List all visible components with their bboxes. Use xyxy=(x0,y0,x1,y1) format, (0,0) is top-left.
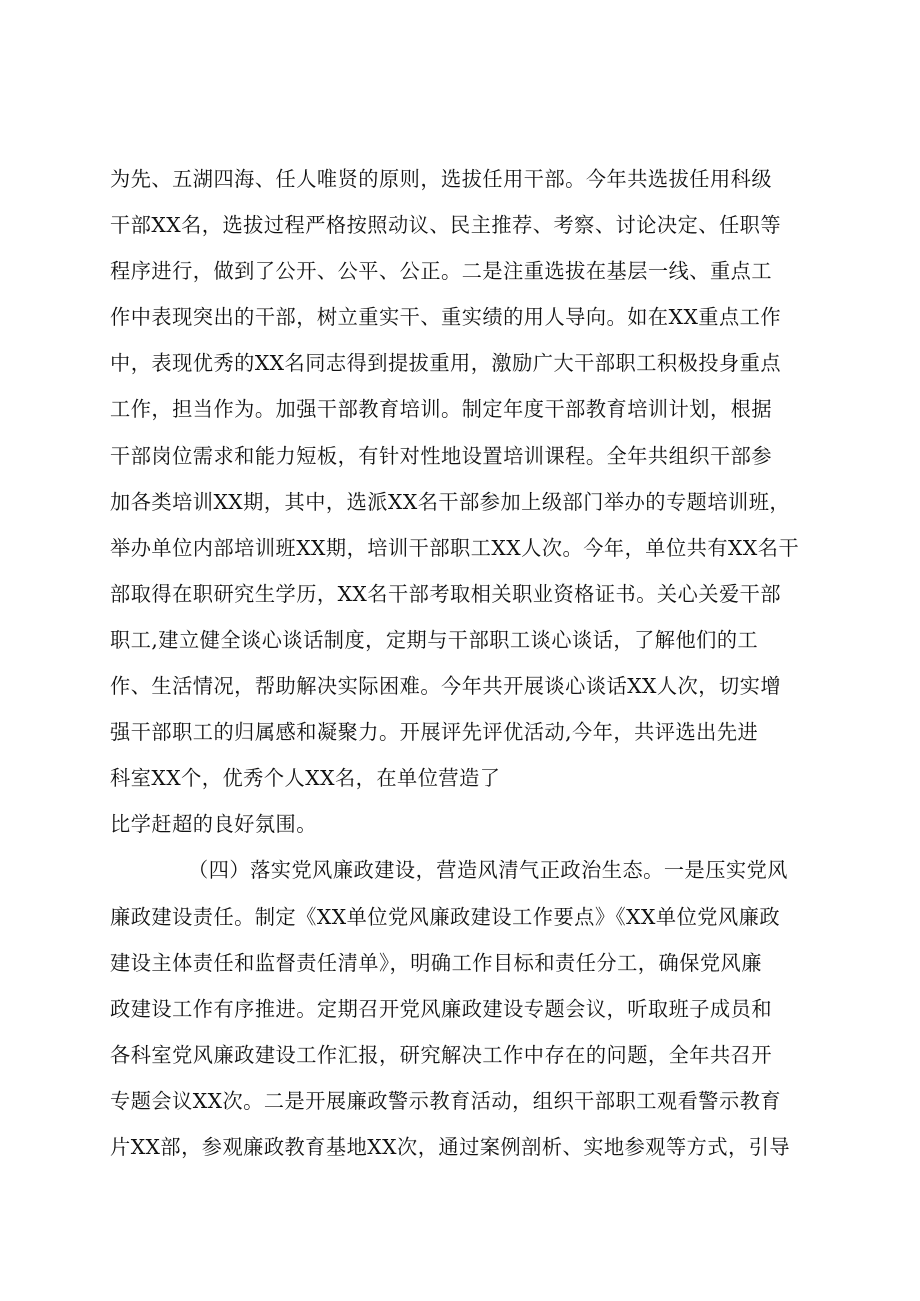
text-line: 干部岗位需求和能力短板，有针对性地设置培训课程。全年共组织干部参 xyxy=(110,443,773,468)
text-line: 工作，担当作为。加强干部教育培训。制定年度干部教育培训计划，根据 xyxy=(110,397,773,422)
text-line: 程序进行，做到了公开、公平、公正。二是注重选拔在基层一线、重点工 xyxy=(110,259,773,284)
text-line: 强干部职工的归属感和凝聚力。开展评先评优活动,今年，共评选出先进 xyxy=(110,720,759,745)
text-line: 作、生活情况，帮助解决实际困难。今年共开展谈心谈话XX人次，切实增 xyxy=(110,674,782,699)
section-heading-line: （四）落实党风廉政建设，营造风清气正政治生态。一是压实党风 xyxy=(188,858,788,883)
text-line: 专题会议XX次。二是开展廉政警示教育活动，组织干部职工观看警示教育 xyxy=(110,1088,782,1113)
document-body xyxy=(110,156,810,1170)
text-line: 中，表现优秀的XX名同志得到提拔重用，激励广大干部职工积极投身重点 xyxy=(110,351,782,376)
text-line: 职工,建立健全谈心谈话制度，定期与干部职工谈心谈话，了解他们的工 xyxy=(110,627,759,652)
text-line: 建设主体责任和监督责任清单》，明确工作目标和责任分工，确保党风廉 xyxy=(110,950,762,975)
text-line: 为先、五湖四海、任人唯贤的原则，选拔任用干部。今年共选拔任用科级 xyxy=(110,167,773,191)
text-line: 干部XX名，选拔过程严格按照动议、民主推荐、考察、讨论决定、任职等 xyxy=(110,213,782,238)
text-line: 作中表现突出的干部，树立重实干、重实绩的用人导向。如在XX重点工作 xyxy=(110,305,782,330)
text-line: 比学赶超的良好氛围。 xyxy=(110,812,317,837)
text-line: 片XX部，参观廉政教育基地XX次，通过案例剖析、实地参观等方式，引导 xyxy=(110,1134,791,1159)
text-line: 各科室党风廉政建设工作汇报，研究解决工作中存在的问题，全年共召开 xyxy=(110,1042,773,1067)
text-line: 部取得在职研究生学历，XX名干部考取相关职业资格证书。关心关爱干部 xyxy=(110,581,782,606)
text-line: 科室XX个，优秀个人XX名，在单位营造了 xyxy=(110,766,501,791)
text-line: 廉政建设责任。制定《XX单位党风廉政建设工作要点》《XX单位党风廉政 xyxy=(110,904,781,929)
text-line: 举办单位内部培训班XX期，培训干部职工XX人次。今年，单位共有XX名干 xyxy=(110,535,800,560)
text-line: 加各类培训XX期，其中，选派XX名干部参加上级部门举办的专题培训班， xyxy=(110,489,791,514)
text-line: 政建设工作有序推进。定期召开党风廉政建设专题会议，听取班子成员和 xyxy=(110,996,773,1021)
